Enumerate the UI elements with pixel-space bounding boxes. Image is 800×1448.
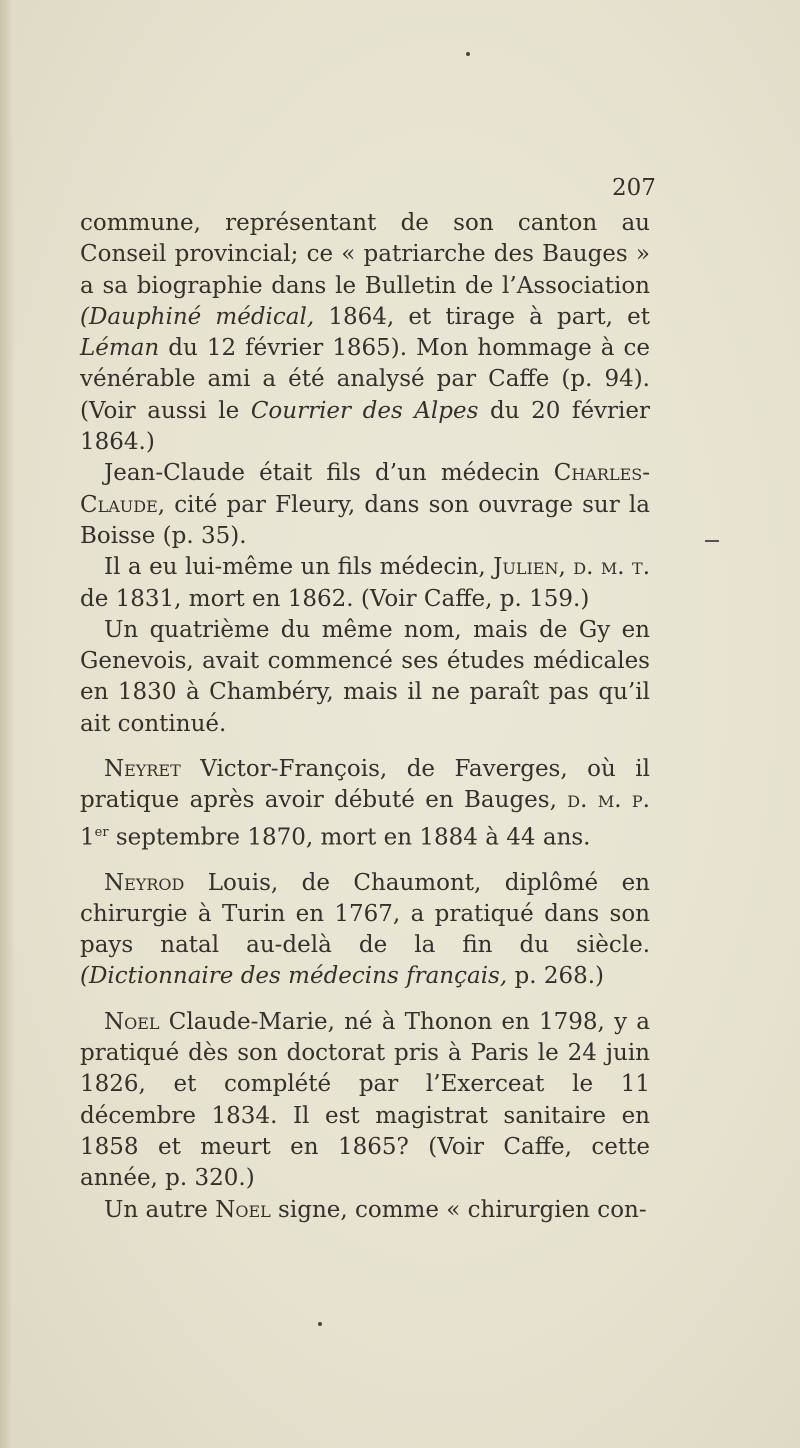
small-caps-name: d. m. p. xyxy=(567,787,650,814)
text-run: Un autre xyxy=(104,1196,216,1223)
paragraph xyxy=(80,754,650,854)
paragraph xyxy=(80,552,650,615)
text-run: commune, représentant de son canton au Conseil provincial; ce « patriarche des Bauges » a sa biographie dans le Bulletin de l’Association xyxy=(80,210,650,299)
text-run: du 20 février 1864.) xyxy=(80,397,650,456)
paragraph xyxy=(80,1007,650,1195)
text-run: 1864, et tirage à part, et xyxy=(314,303,650,330)
small-caps-name: Julien xyxy=(493,554,559,581)
superscript: er xyxy=(94,824,109,840)
paragraph xyxy=(80,615,650,740)
text-run: Jean-Claude était fils d’un médecin xyxy=(104,460,554,487)
paragraph xyxy=(80,208,650,458)
italic-title: Léman xyxy=(80,335,160,362)
italic-title: (Dictionnaire des médecins français, xyxy=(80,963,508,990)
paragraph xyxy=(80,458,650,552)
paper-speck xyxy=(318,1322,322,1326)
text-run: Un quatrième du même nom, mais de Gy en Genevois, avait commencé ses études médicales en 1830 à Chambéry, mais il ne paraît pas qu’il ait continué. xyxy=(80,616,650,737)
body-text xyxy=(80,208,650,1226)
small-caps-name: d. m. t. xyxy=(573,554,651,581)
paper-speck xyxy=(466,52,470,56)
small-caps-name: Charles-Claude xyxy=(80,460,650,518)
text-run: Claude-Marie, né à Thonon en 1798, y a pratiqué dès son doctorat pris à Paris le 24 juin 1826, et complété par l’Exerceat le 11 décembre 1834. Il est magistrat sanitaire en 1858 et meurt en 1865? (Voir Caffe, cette année, p. 320.) xyxy=(80,1008,650,1192)
small-caps-name: Neyret xyxy=(104,756,181,783)
text-run: , cité par Fleury, dans son ouvrage sur la Boisse (p. 35). xyxy=(80,491,650,549)
paragraph xyxy=(80,1195,650,1226)
text-run: p. 268.) xyxy=(507,963,605,990)
text-run: signe, comme « chirurgien con- xyxy=(270,1196,647,1223)
italic-title: (Dauphiné médical, xyxy=(80,303,315,330)
text-run: de 1831, mort en 1862. (Voir Caffe, p. 159.) xyxy=(80,585,590,612)
small-caps-name: Neyrod xyxy=(104,869,185,896)
text-run: du 12 février 1865). Mon hommage à ce vénérable ami a été analysé par Caffe (p. 94). (Voir aussi le xyxy=(80,335,650,424)
text-run: Il a eu lui-même un fils médecin, xyxy=(104,554,494,581)
small-caps-name: Noel xyxy=(215,1196,271,1223)
small-caps-name: Noel xyxy=(104,1008,160,1035)
italic-title: Courrier des Alpes xyxy=(250,397,479,424)
text-run: 1 xyxy=(80,824,95,851)
page-edge-shadow xyxy=(0,0,14,1448)
text-run: Victor-François, de Faverges, où il pratique après avoir débuté en Bauges, xyxy=(80,756,650,814)
paragraph xyxy=(80,868,650,993)
text-run: , xyxy=(558,554,574,581)
margin-mark xyxy=(705,540,719,542)
text-run: Louis, de Chaumont, diplômé en chirurgie à Turin en 1767, a pratiqué dans son pays natal au-delà de la fin du siècle. xyxy=(80,869,650,959)
page-number: 207 xyxy=(612,175,656,201)
text-run: septembre 1870, mort en 1884 à 44 ans. xyxy=(108,824,591,851)
